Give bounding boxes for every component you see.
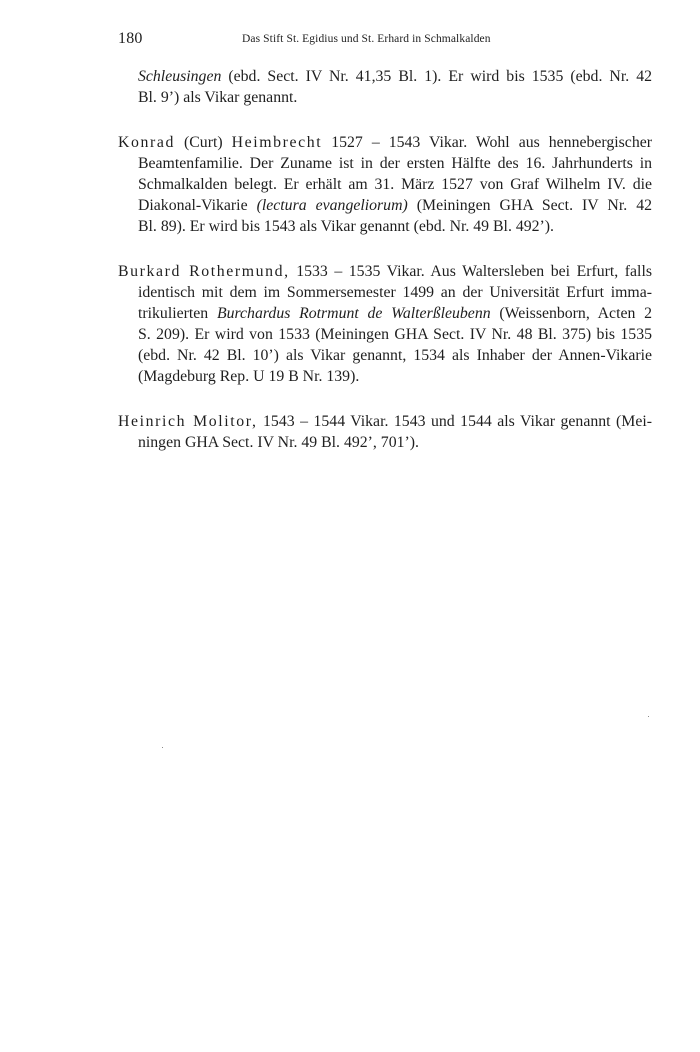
italic-term: Burchardus Rotrmunt de Walterßleubenn — [216, 305, 491, 322]
line-text: (Weissenborn, Acten 2 — [490, 305, 653, 322]
line-text: 1533 – 1535 Vikar. Aus Waltersleben bei Erfurt, falls — [289, 263, 652, 280]
text-line — [118, 303, 652, 324]
line-text: (Meiningen GHA Sect. IV Nr. 42 — [407, 197, 652, 214]
line-text: (ebd. Sect. IV Nr. 41,35 Bl. 1). Er wird bis 1535 (ebd. Nr. 42 — [221, 68, 652, 85]
text-line: identisch mit dem im Sommersemester 1499 an der Universität Erfurt imma- — [138, 284, 652, 301]
text-line: Schmalkalden belegt. Er erhält am 31. März 1527 von Graf Wilhelm IV. die — [138, 176, 652, 193]
italic-term: Schleusingen — [138, 68, 222, 85]
scan-speck — [162, 747, 163, 748]
line-text: Diakonal-Vikarie — [138, 197, 257, 214]
text-line: Beamtenfamilie. Der Zuname ist in der ersten Hälfte des 16. Jahrhunderts in — [138, 155, 652, 172]
text-line — [118, 411, 652, 432]
body-text — [118, 66, 652, 477]
text-line — [118, 132, 652, 153]
running-title: Das Stift St. Egidius und St. Erhard in Schmalkalden — [242, 33, 491, 45]
text-line: Bl. 9’) als Vikar genannt. — [138, 89, 298, 106]
running-head — [118, 30, 652, 52]
scan-speck — [648, 716, 649, 717]
line-text: (Curt) — [174, 134, 232, 151]
line-text: 1527 – 1543 Vikar. Wohl aus hennebergischer — [322, 134, 652, 151]
entry-name: Konrad — [118, 134, 175, 151]
entry-name: Heinrich Molitor, — [118, 413, 258, 430]
text-line — [118, 66, 652, 87]
entry-continuation — [118, 66, 652, 108]
text-line: (Magdeburg Rep. U 19 B Nr. 139). — [138, 368, 360, 385]
page-number: 180 — [118, 30, 143, 47]
line-text: 1543 – 1544 Vikar. 1543 und 1544 als Vikar genannt (Mei- — [257, 413, 652, 430]
entry-heinrich-molitor — [118, 411, 652, 453]
text-line — [118, 195, 652, 216]
text-line: ningen GHA Sect. IV Nr. 49 Bl. 492’, 701’). — [138, 434, 419, 451]
entry-burkard-rothermund — [118, 261, 652, 387]
entry-surname: Heimbrecht — [231, 134, 323, 151]
text-line — [118, 261, 652, 282]
entry-name: Burkard Rothermund, — [118, 263, 290, 280]
text-line: Bl. 89). Er wird bis 1543 als Vikar genannt (ebd. Nr. 49 Bl. 492’). — [138, 218, 555, 235]
text-line: S. 209). Er wird von 1533 (Meiningen GHA Sect. IV Nr. 48 Bl. 375) bis 1535 — [138, 326, 652, 343]
entry-konrad-heimbrecht — [118, 132, 652, 237]
text-line: (ebd. Nr. 42 Bl. 10’) als Vikar genannt, 1534 als Inhaber der Annen-Vikarie — [138, 347, 652, 364]
line-text: trikulierten — [138, 305, 217, 322]
italic-term: (lectura evangeliorum) — [256, 197, 408, 214]
